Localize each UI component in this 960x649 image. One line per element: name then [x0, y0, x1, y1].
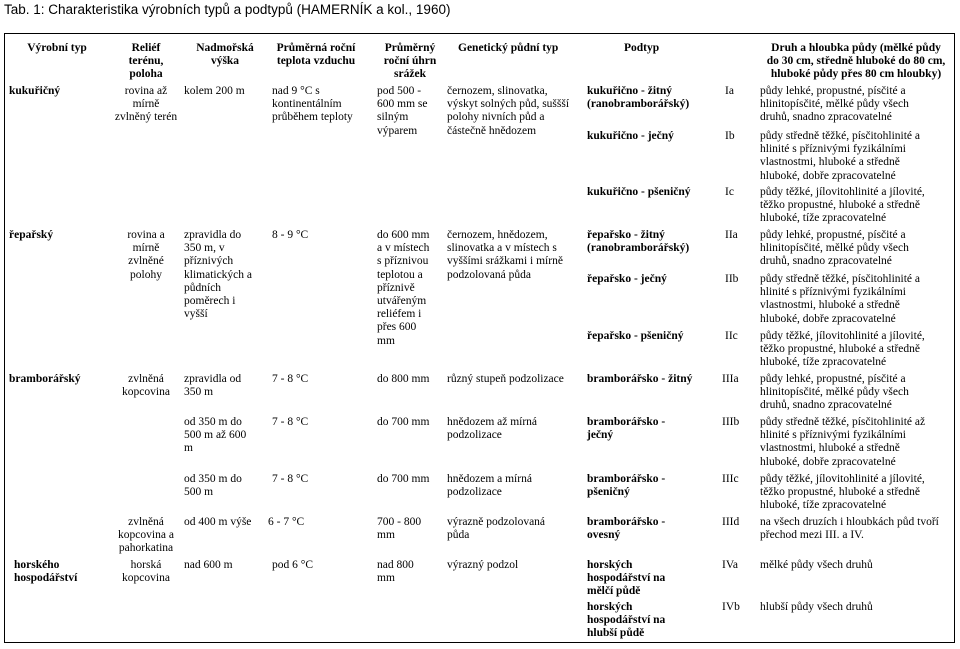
druh-IIa-line-3: druhů, snadno zpracovatelné	[760, 255, 892, 268]
srazky-bramborarsky-4-line-2: mm	[377, 529, 395, 542]
podtyp-IVb-line-3: hlubší půdě	[587, 627, 645, 640]
podtyp-IVb-line-2: hospodářství na	[587, 614, 666, 627]
srazky-kukuricny-line-3: silným	[377, 111, 409, 124]
vyska-reparsky-line-4: klimatických a	[184, 268, 253, 281]
table-caption: Tab. 1: Charakteristika výrobních typů a podtypů (HAMERNÍK a kol., 1960)	[4, 2, 451, 17]
header-teplota-line-1: Průměrná roční	[276, 42, 356, 54]
srazky-reparsky-line-9: mm	[377, 334, 395, 347]
druh-IIIa-line-1: půdy lehké, propustné, písčité a	[760, 373, 906, 385]
relief-reparsky-line-3: zvlněné	[128, 255, 164, 268]
teplota-bramborarsky-3: 7 - 8 °C	[272, 473, 309, 485]
srazky-reparsky-line-5: příznivě	[377, 281, 415, 294]
header-druh-hloubka-line-3: hluboké půdy přes 80 cm hloubky)	[770, 68, 942, 81]
relief-bramborarsky-2-line-3: pahorkatina	[118, 542, 174, 555]
code-IIc: IIc	[725, 330, 738, 342]
type-bramborarsky: bramborářský	[9, 373, 81, 385]
podtyp-Ib: kukuřično - ječný	[587, 130, 674, 142]
podtyp-IIc: řepařsko - pšeničný	[587, 330, 684, 342]
code-Ib: Ib	[725, 130, 735, 142]
vyska-reparsky-line-1: zpravidla do	[184, 229, 242, 241]
relief-horsky-line-2: kopcovina	[122, 572, 170, 585]
geneticky-typ-bramborarsky-2-line-1: hnědozem až mírná	[447, 416, 538, 428]
vyska-bramborarsky-2-line-3: m	[184, 442, 193, 455]
relief-kukuricny-line-2: mírně	[132, 98, 160, 111]
podtyp-IIIb-line-1: bramborářsko -	[587, 416, 666, 428]
druh-Ib-line-2: hlinité s příznivými fyzikálními	[760, 143, 906, 156]
teplota-bramborarsky-1: 7 - 8 °C	[272, 373, 309, 385]
podtyp-IIIc-line-2: pšeničný	[587, 486, 630, 499]
geneticky-typ-horsky: výrazný podzol	[447, 559, 519, 571]
code-IIa: IIa	[725, 229, 738, 241]
srazky-horsky-line-2: mm	[377, 572, 395, 585]
code-IIIa: IIIa	[722, 373, 739, 385]
druh-IIIb-line-4: hluboké, dobře zpracovatelné	[760, 455, 896, 468]
vyska-reparsky-line-5: půdních	[184, 281, 222, 294]
vyska-bramborarsky-2-line-1: od 350 m do	[184, 416, 242, 428]
srazky-reparsky-line-1: do 600 mm	[377, 229, 430, 241]
code-IIIb: IIIb	[722, 416, 740, 428]
relief-bramborarsky-2-line-2: kopcovina a	[118, 529, 174, 542]
code-IIIc: IIIc	[722, 473, 739, 485]
header-relief-line-1: Reliéf	[131, 42, 161, 54]
druh-IIIc-line-1: půdy těžké, jílovitohlinité a jílovité,	[760, 473, 925, 485]
podtyp-IIa-line-1: řepařsko - žitný	[587, 229, 665, 241]
header-vyrobni-typ: Výrobní typ	[27, 42, 87, 54]
teplota-kukuricny-line-3: průběhem teploty	[272, 111, 353, 124]
header-relief-line-2: terénu,	[128, 55, 164, 68]
geneticky-typ-kukuricny-line-1: černozem, slinovatka,	[447, 85, 548, 97]
vyska-reparsky-line-2: 350 m, v	[184, 242, 225, 255]
srazky-reparsky-line-3: s příznivou	[377, 255, 429, 268]
code-Ia: Ia	[725, 85, 734, 97]
druh-IIIa-line-2: hlinitopísčité, mělké půdy všech	[760, 386, 909, 399]
druh-IVb: hlubší půdy všech druhů	[760, 601, 873, 613]
druh-IIb-line-4: hluboké, dobře zpracovatelné	[760, 312, 896, 325]
podtyp-IIa-line-2: (ranobramborářský)	[587, 242, 690, 255]
druh-IIb-line-1: půdy středně těžké, písčitohlinité a	[760, 273, 920, 285]
header-srazky-line-2: roční úhrn	[383, 55, 437, 68]
geneticky-typ-kukuricny-line-2: výskyt solných půd, suššší	[447, 98, 570, 111]
druh-IIb-line-2: hlinité s příznivými fyzikálními	[760, 286, 906, 299]
druh-Ib-line-4: hluboké, dobře zpracovatelné	[760, 169, 896, 182]
header-nadmorska-vyska-line-1: Nadmořská	[196, 42, 254, 54]
vyska-horsky: nad 600 m	[184, 559, 233, 571]
druh-IIIb-line-3: vlastnostmi, hluboké a středně	[760, 442, 900, 455]
druh-IIIc-line-3: hluboké, tíže zpracovatelné	[760, 499, 887, 512]
relief-kukuricny-line-3: zvlněný terén	[114, 111, 178, 124]
podtyp-IIb: řepařsko - ječný	[587, 273, 667, 285]
druh-Ia-line-1: půdy lehké, propustné, písčité a	[760, 85, 906, 97]
code-IVa: IVa	[722, 559, 738, 571]
teplota-kukuricny-line-1: nad 9 °C s	[272, 85, 320, 97]
geneticky-typ-kukuricny-line-3: polohy nivních půd a	[447, 111, 545, 124]
srazky-reparsky-line-8: přes 600	[377, 321, 417, 334]
srazky-bramborarsky-4-line-1: 700 - 800	[377, 516, 422, 528]
druh-IIb-line-3: vlastnostmi, hluboké a středně	[760, 299, 900, 312]
srazky-kukuricny-line-2: 600 mm se	[377, 98, 428, 111]
druh-Ib-line-1: půdy středně těžké, písčitohlinité a	[760, 130, 920, 142]
header-nadmorska-vyska-line-2: výška	[210, 55, 240, 68]
srazky-kukuricny-line-4: výparem	[377, 124, 418, 137]
code-IIId: IIId	[722, 516, 740, 528]
druh-Ia-line-2: hlinitopísčité, mělké půdy všech	[760, 98, 909, 111]
druh-IIa-line-1: půdy lehké, propustné, písčité a	[760, 229, 906, 241]
header-relief-line-3: poloha	[129, 68, 163, 81]
geneticky-typ-bramborarsky-4-line-1: výrazně podzolovaná	[447, 516, 546, 528]
header-podtyp: Podtyp	[624, 42, 660, 54]
teplota-kukuricny-line-2: kontinentálním	[272, 98, 342, 111]
druh-IIId-line-1: na všech druzích i hloubkách půd tvoří	[760, 516, 939, 528]
relief-bramborarsky-2-line-1: zvlněná	[128, 516, 164, 528]
header-druh-hloubka-line-1: Druh a hloubka půdy (mělké půdy	[771, 42, 941, 54]
geneticky-typ-reparsky-line-4: podzolovaná půda	[447, 268, 531, 281]
vyska-reparsky-line-3: příznivých	[184, 255, 234, 268]
podtyp-IIIc-line-1: bramborářsko -	[587, 473, 666, 485]
podtyp-IVa-line-2: hospodářství na	[587, 572, 666, 585]
podtyp-Ia-line-2: (ranobramborářský)	[587, 98, 690, 111]
vyska-bramborarsky-4: od 400 m výše	[184, 516, 252, 528]
relief-bramborarsky-1-line-1: zvlněná	[128, 373, 164, 385]
geneticky-typ-reparsky-line-2: slinovatka a v místech s	[447, 242, 557, 255]
teplota-horsky: pod 6 °C	[272, 559, 314, 571]
header-srazky-line-3: srážek	[394, 68, 426, 81]
vyska-bramborarsky-1-line-2: 350 m	[184, 386, 214, 399]
druh-IIId-line-2: přechod mezi III. a IV.	[760, 529, 864, 542]
vyska-bramborarsky-2-line-2: 500 m až 600	[184, 429, 247, 442]
druh-IIIb-line-1: půdy středně těžké, písčitohlinité až	[760, 416, 926, 428]
srazky-reparsky-line-4: teplotou a	[377, 268, 423, 281]
teplota-reparsky: 8 - 9 °C	[272, 229, 309, 241]
code-Ic: Ic	[725, 186, 734, 198]
geneticky-typ-bramborarsky-4-line-2: půda	[447, 529, 470, 542]
relief-reparsky-line-2: mírně	[132, 242, 160, 255]
podtyp-IIId-line-2: ovesný	[587, 529, 621, 542]
druh-IIc-line-3: hluboké, tíže zpracovatelné	[760, 356, 887, 369]
srazky-bramborarsky-1: do 800 mm	[377, 373, 430, 385]
podtyp-Ic: kukuřično - pšeničný	[587, 186, 691, 198]
srazky-reparsky-line-7: reliéfem i	[377, 308, 422, 321]
header-teplota-line-2: teplota vzduchu	[276, 55, 356, 68]
vyska-kukuricny: kolem 200 m	[184, 85, 245, 97]
druh-IIa-line-2: hlinitopísčité, mělké půdy všech	[760, 242, 909, 255]
srazky-reparsky-line-2: a v místech	[377, 242, 430, 255]
type-horsky-line-1: horského	[14, 559, 60, 571]
teplota-bramborarsky-2: 7 - 8 °C	[272, 416, 309, 428]
podtyp-IIId-line-1: bramborářsko -	[587, 516, 666, 528]
druh-Ib-line-3: vlastnostmi, hluboké a středně	[760, 156, 900, 169]
geneticky-typ-bramborarsky-3-line-2: podzolizace	[447, 486, 502, 499]
vyska-reparsky-line-6: poměrech i	[184, 295, 236, 307]
relief-kukuricny-line-1: rovina až	[124, 85, 168, 97]
druh-IIIa-line-3: druhů, snadno zpracovatelné	[760, 399, 892, 412]
relief-reparsky-line-4: polohy	[130, 268, 162, 281]
druh-IIIc-line-2: těžko propustné, hluboké a středně	[760, 486, 920, 499]
druh-IIc-line-1: půdy těžké, jílovitohlinité a jílovité,	[760, 330, 925, 342]
srazky-kukuricny-line-1: pod 500 -	[377, 85, 422, 97]
code-IVb: IVb	[722, 601, 740, 613]
geneticky-typ-kukuricny-line-4: částečně hnědozem	[447, 124, 537, 137]
type-kukuricny: kukuřičný	[9, 85, 61, 97]
podtyp-IVa-line-1: horských	[587, 559, 633, 571]
druh-Ic-line-1: půdy těžké, jílovitohlinité a jílovité,	[760, 186, 925, 198]
druh-Ic-line-2: těžko propustné, hluboké a středně	[760, 199, 920, 212]
relief-reparsky-line-1: rovina a	[127, 229, 165, 241]
druh-Ia-line-3: druhů, snadno zpracovatelné	[760, 111, 892, 124]
header-geneticky-typ: Genetický půdní typ	[458, 42, 559, 54]
header-srazky-line-1: Průměrný	[384, 42, 436, 54]
teplota-bramborarsky-4: 6 - 7 °C	[268, 516, 305, 528]
vyska-reparsky-line-7: vyšší	[184, 308, 208, 321]
podtyp-IVb-line-1: horských	[587, 601, 633, 613]
druh-IIc-line-2: těžko propustné, hluboké a středně	[760, 343, 920, 356]
code-IIb: IIb	[725, 273, 739, 285]
geneticky-typ-bramborarsky-2-line-2: podzolizace	[447, 429, 502, 442]
srazky-reparsky-line-6: utvářeným	[377, 295, 427, 307]
podtyp-IVa-line-3: mělčí půdě	[587, 585, 641, 598]
relief-bramborarsky-1-line-2: kopcovina	[122, 386, 170, 399]
druh-IVa: mělké půdy všech druhů	[760, 559, 873, 571]
srazky-horsky-line-1: nad 800	[377, 559, 414, 571]
srazky-bramborarsky-3: do 700 mm	[377, 473, 430, 485]
vyska-bramborarsky-1-line-1: zpravidla od	[184, 373, 242, 385]
geneticky-typ-reparsky-line-3: vyššími srážkami i mírně	[447, 255, 563, 268]
type-horsky-line-2: hospodářství	[14, 572, 78, 585]
geneticky-typ-bramborarsky-3-line-1: hnědozem a mírná	[447, 473, 532, 485]
vyska-bramborarsky-3-line-1: od 350 m do	[184, 473, 242, 485]
relief-horsky-line-1: horská	[130, 559, 162, 571]
srazky-bramborarsky-2: do 700 mm	[377, 416, 430, 428]
header-druh-hloubka-line-2: do 30 cm, středně hluboké do 80 cm,	[766, 55, 946, 68]
podtyp-IIIa: bramborářsko - žitný	[587, 373, 693, 385]
vyska-bramborarsky-3-line-2: 500 m	[184, 486, 214, 499]
druh-Ic-line-3: hluboké, tíže zpracovatelné	[760, 212, 887, 225]
podtyp-Ia-line-1: kukuřično - žitný	[587, 85, 672, 97]
geneticky-typ-reparsky-line-1: černozem, hnědozem,	[447, 229, 548, 241]
podtyp-IIIb-line-2: ječný	[587, 429, 614, 442]
geneticky-typ-bramborarsky-1: různý stupeň podzolizace	[447, 373, 564, 385]
type-reparsky: řepařský	[9, 229, 54, 241]
druh-IIIb-line-2: hlinité s příznivými fyzikálními	[760, 429, 906, 442]
